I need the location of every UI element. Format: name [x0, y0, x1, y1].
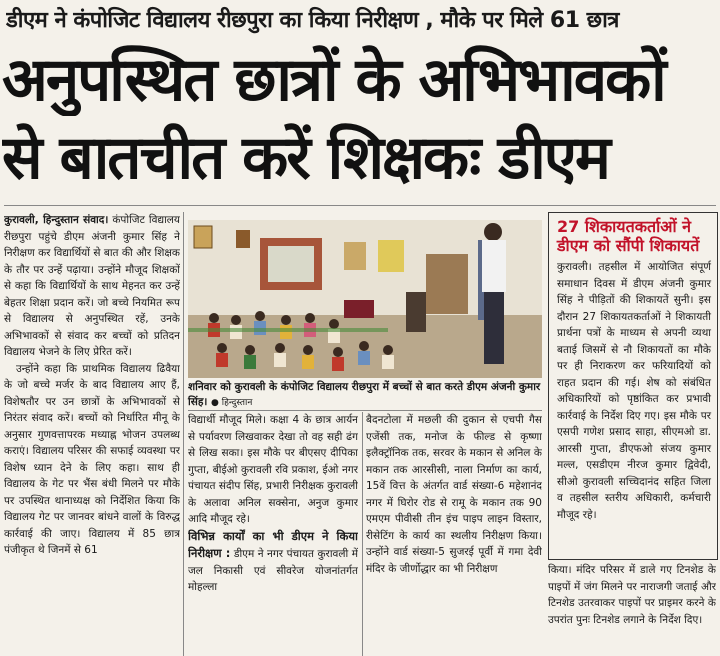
complaints-sidebox	[548, 212, 718, 560]
article-text-4: डीएम ने नगर पंचायत कुरावली में जल निकासी एवं सीवरेज योजनांतर्गत मोहल्ला	[188, 548, 358, 593]
byline: कुरावली, हिन्दुस्तान संवाद।	[4, 214, 109, 226]
article-text-6: किया। मंदिर परिसर में डाले गए टिनशेड के पाइपों में जंग मिलने पर नाराजगी जताई और टिनशेड उतरवाकर पाइपों पर प्राइमर करने के उपरांत पुनः टिनशेड लगाने के निर्देश दिए।	[548, 564, 716, 626]
article-text-2: उन्होंने कहा कि प्राथमिक विद्यालय ढिवैया के जो बच्चे मर्जर के बाद विद्यालय आए हैं, विशेषतौर पर उन छात्रों के अभिभावकों से निरंतर संवाद करें। बच्चों को निर्धारित मीनू के अनुसार गुणवत्तापरक मध्याह्न भोजन उपलब्ध कराएं। विद्यालय परिसर की सफाई व्यवस्था पर विशेष ध्यान देने के लिए कहा। साथ ही विद्यालय के गेट पर भैंस बंधी मिलने पर मौके पर उपस्थित थानाध्यक्ष को निर्देशित किया कि विद्यालय गेट पर जानवर बांधने वालों के विरुद्ध कार्रवाई की जाए। विद्यालय में 85 छात्र पंजीकृत थे जिनमें से 61	[4, 362, 180, 556]
photo-credit: ● हिन्दुस्तान	[211, 398, 253, 408]
sidebox-title: 27 शिकायतकर्ताओं ने डीएम को सौंपी शिकायतें	[557, 217, 700, 255]
caption-text: शनिवार को कुरावली के कंपोजिट विद्यालय रीछपुरा में बच्चों से बात करते डीएम अंजनी कुमार सिंह।	[188, 381, 541, 408]
classroom-photo	[188, 220, 542, 378]
caption-rule	[188, 410, 542, 411]
article-column-4	[548, 562, 716, 656]
photo-caption	[188, 380, 542, 411]
kicker-headline: डीएम ने कंपोजिट विद्यालय रीछपुरा का किया निरीक्षण , मौके पर मिले 61 छात्र	[6, 8, 619, 33]
article-text-5: बैदनटोला में मछली की दुकान से एचपी गैस एजेंसी तक, मनोज के फील्ड से कृष्णा इलैक्ट्रॉनिक तक, सरवर के मकान से अनिल के मकान तक आरसीसी, नाला निर्माण का कार्य, 15वें वित्त के अंतर्गत वार्ड संख्या-6 महेशानंद नगर में घिरोर रोड से रामू के मकान तक 90 एमएम पीवीसी तीन इंच पाइप लाइन विस्तार, रीसेटिंग के कार्य का स्थलीय निरीक्षण किया। उन्होंने वार्ड संख्या-5 सुजरई पूर्वी में गमा देवी मंदिर के जीर्णोद्धार का भी निरीक्षण	[366, 414, 542, 575]
article-text-3: विद्यार्थी मौजूद मिले। कक्षा 4 के छात्र आर्यन से पर्यावरण लिखवाकर देखा तो वह सही ढंग से लिख सका। इस मौके पर बीएसए दीपिका गुप्ता, बीईओ कुरावली रवि प्रकाश, ईओ नगर पंचायत संदीप सिंह, प्रभारी निरीक्षक कुरावली के अलावा अनिल सक्सेना, अनुज कुमार आदि मौजूद रहे।	[188, 414, 358, 525]
sidebox-text: कुरावली। तहसील में आयोजित संपूर्ण समाधान दिवस में डीएम अंजनी कुमार सिंह ने पीड़ितों की शिकायतें सुनी। इस दौरान 27 शिकायतकर्ताओं ने शिकायती प्रार्थना पत्रों के माध्यम से अपनी व्यथा बताई जिसमें से नौ शिकायतों का मौके पर ही निराकरण कर फरियादियों को राहत प्रदान की गई। शेष को संबंधित अधिकारियों को पृष्ठांकित कर प्रभावी कार्रवाई के निर्देश दिए गए। इस मौके पर एसपी गणेश प्रसाद साहा, सीएमओ डा. आरसी गुप्ता, डीएफओ संजय कुमार मल्ल, एसडीएम नीरज कुमार द्विवेदी, सीओ कुरावली सच्चिदानंद सहित जिला व तहसील स्तरीय अधिकारी, कर्मचारी मौजूद रहे।	[557, 261, 711, 521]
column-divider	[183, 212, 184, 656]
article-text-1: कंपोजिट विद्यालय रीछपुरा पहुंचे डीएम अंजनी कुमार सिंह ने निरीक्षण कर विद्यार्थियों से बात की और शिक्षक के तौर पर उन्हें पढ़ाया। उन्होंने मौजूद शिक्षकों से कहा कि विद्यार्थियों के साथ मेहनत कर उन्हें बेहतर शिक्षा प्रदान करें। जो बच्चे नियमित रूप से विद्यालय से अनुपस्थित रहें, उनके अभिभावकों से संवाद कर बच्चों को प्रतिदन विद्यालय भेजने के लिए प्रेरित करें।	[4, 214, 180, 358]
subheading: विभिन्न कार्यों का भी डीएम ने किया निरीक्षण :	[188, 528, 358, 560]
column-divider-2	[362, 412, 363, 656]
article-column-3	[366, 412, 542, 656]
main-headline-line2: से बातचीत करें शिक्षकः डीएम	[2, 123, 609, 193]
headline-rule	[4, 205, 716, 206]
article-photo	[188, 220, 542, 378]
main-headline-line1: अनुपस्थित छात्रों के अभिभावकों	[2, 45, 665, 115]
article-column-2	[188, 412, 358, 656]
article-column-1	[4, 212, 180, 656]
